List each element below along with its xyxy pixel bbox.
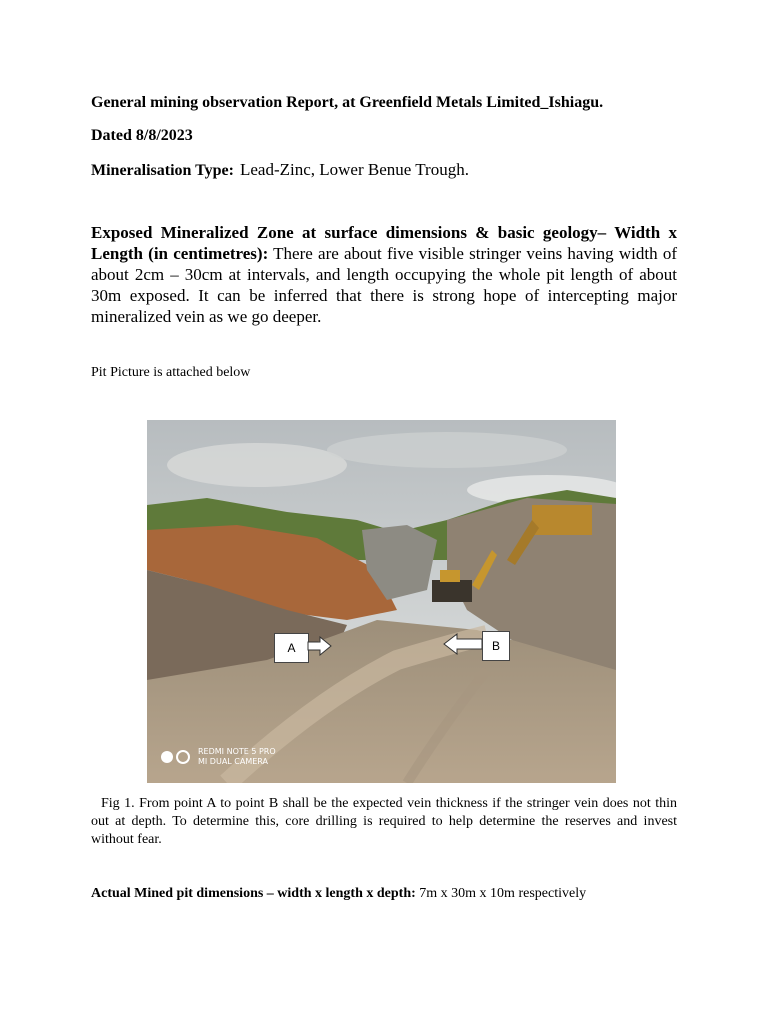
figure-caption: Fig 1. From point A to point B shall be the expected vein thickness if the stringer vein does not thin out at depth. To determine this, core drilling is required to help determine the reserves and invest without fear. bbox=[91, 796, 677, 847]
actual-dimensions-value: 7m x 30m x 10m respectively bbox=[419, 886, 587, 901]
arrow-left-icon bbox=[443, 633, 483, 655]
camera-dot-icon bbox=[161, 751, 173, 763]
actual-dimensions-label: Actual Mined pit dimensions – width x length x depth: bbox=[91, 886, 416, 901]
pit-photo bbox=[147, 420, 616, 783]
camera-ring-icon bbox=[176, 750, 190, 764]
pit-picture-note: Pit Picture is attached below bbox=[91, 365, 251, 380]
exposed-zone-paragraph bbox=[91, 222, 677, 327]
report-title: General mining observation Report, at Greenfield Metals Limited_Ishiagu. bbox=[91, 94, 604, 111]
arrow-right-icon bbox=[307, 636, 333, 656]
exposed-zone-text: There are about five visible stringer veins having width of about 2cm – 30cm at intervals, and length occupying the whole pit length of about 30m exposed. It can be inferred that there is strong hope of intercepting major mineralized vein as we go deeper. bbox=[91, 244, 678, 326]
pit-photo-illustration bbox=[147, 420, 616, 783]
mineralisation-type bbox=[91, 160, 469, 180]
mineralisation-value: Lead-Zinc, Lower Benue Trough. bbox=[239, 160, 469, 179]
actual-pit-dimensions bbox=[91, 886, 586, 902]
point-b-label: B bbox=[482, 631, 510, 661]
report-date: Dated 8/8/2023 bbox=[91, 127, 193, 144]
camera-type: MI DUAL CAMERA bbox=[198, 757, 269, 766]
exposed-zone-label: Exposed Mineralized Zone at surface dimensions & basic geology– Width x Length (in centimetres): bbox=[91, 223, 677, 263]
point-a-label: A bbox=[274, 633, 309, 663]
mineralisation-label: Mineralisation Type: bbox=[91, 162, 234, 179]
camera-model: REDMI NOTE 5 PRO bbox=[198, 747, 276, 756]
camera-watermark bbox=[161, 747, 276, 767]
